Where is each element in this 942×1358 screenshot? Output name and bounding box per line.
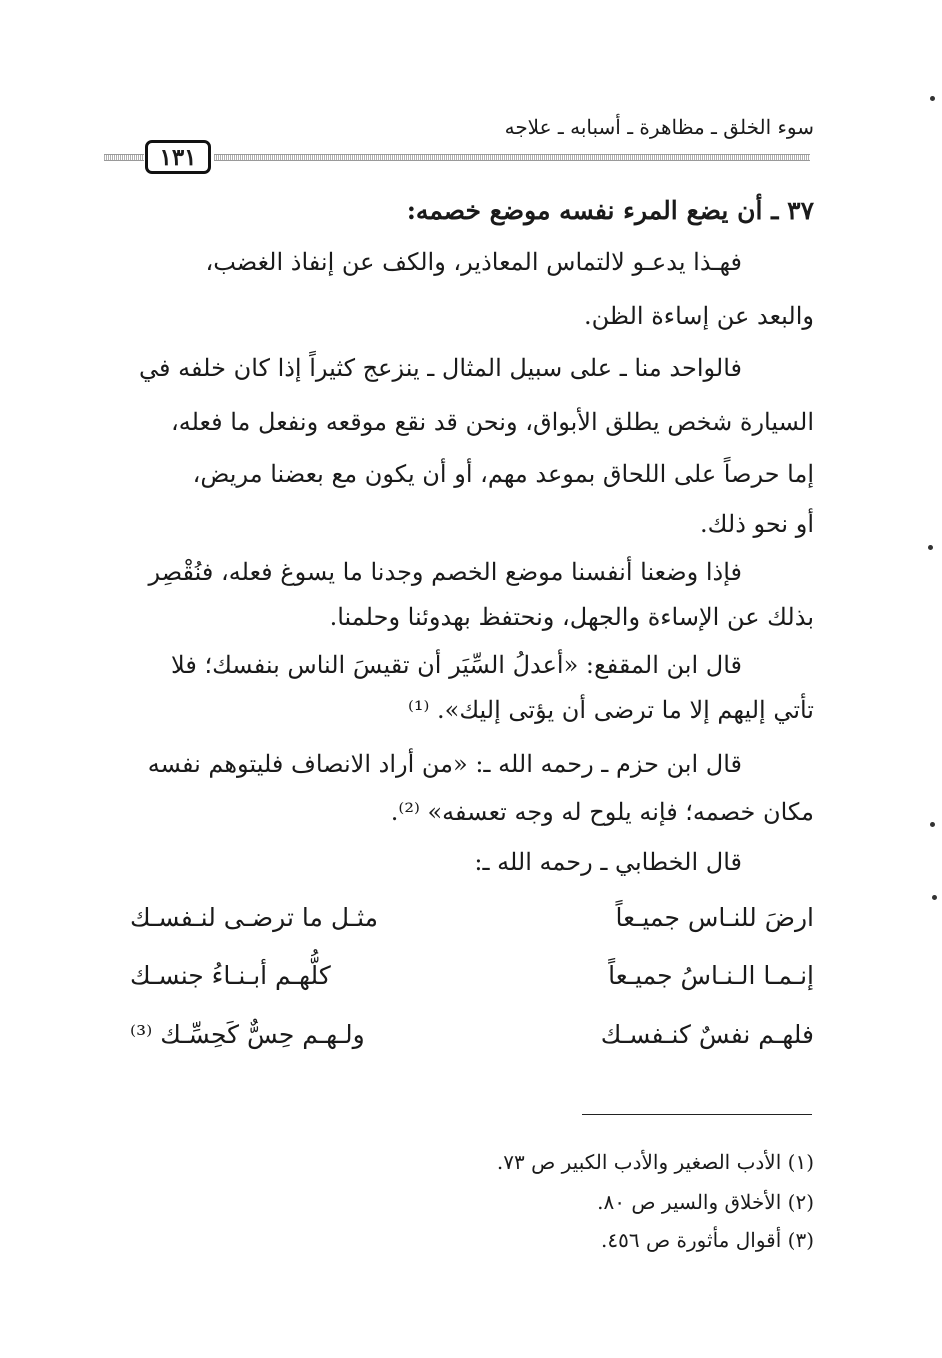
section-heading: ٣٧ ـ أن يضع المرء نفسه موضع خصمه: <box>406 196 814 225</box>
footnote: (١) الأدب الصغير والأدب الكبير ص ٧٣. <box>496 1150 814 1174</box>
header-rule-left <box>104 154 144 161</box>
paragraph-line: السيارة شخص يطلق الأبواق، ونحن قد نقع موقعه ونفعل ما فعله، <box>170 408 814 436</box>
scan-speck <box>930 96 935 101</box>
poem-intro: قال الخطابي ـ رحمه الله ـ: <box>474 848 742 876</box>
poem-hemistich-first: فلهـم نفسٌ كنـفسـك <box>600 1020 814 1049</box>
paragraph-line: فهـذا يدعـو لالتماس المعاذير، والكف عن إنفاذ الغضب، <box>205 248 742 276</box>
footnote: (٢) الأخلاق والسير ص ٨٠. <box>597 1190 814 1214</box>
poem-verse <box>130 961 814 1005</box>
poem-hemistich-second: مثـل ما ترضـى لنـفسـك <box>130 903 379 932</box>
poem-hemistich-first: ارضَ للنـاس جميـعاً <box>615 903 814 932</box>
scan-speck <box>928 545 933 550</box>
paragraph-line: فالواحد منا ـ على سبيل المثال ـ ينزعج كثيراً إذا كان خلفه في <box>139 354 742 382</box>
paragraph-line: إما حرصاً على اللحاق بموعد مهم، أو أن يكون مع بعضنا مريض، <box>192 460 814 488</box>
paragraph-line: بذلك عن الإساءة والجهل، ونحتفظ بهدوئنا وحلمنا. <box>329 603 814 631</box>
header-rule-right <box>214 154 810 161</box>
footnote: (٣) أقوال مأثورة ص ٤٥٦. <box>601 1228 814 1252</box>
poem-verse <box>130 903 814 947</box>
paragraph-line: فإذا وضعنا أنفسنا موضع الخصم وجدنا ما يسوغ فعله، فنُقْصِر <box>148 558 742 586</box>
scan-speck <box>932 895 937 900</box>
page-number-box: ١٣١ <box>145 140 211 174</box>
quote-line: تأتي إليهم إلا ما ترضى أن يؤتى إليك». ⁽¹⁾ <box>407 696 814 724</box>
paragraph-line: أو نحو ذلك. <box>700 510 814 538</box>
poem-hemistich-first: إنـمـا الـنـاسُ جميـعاً <box>608 961 814 990</box>
paragraph-line: والبعد عن إساءة الظن. <box>584 302 814 330</box>
quote-line: مكان خصمه؛ فإنه يلوح له وجه تعسفه» ⁽²⁾. <box>390 798 814 826</box>
quote-line: قال ابن حزم ـ رحمه الله ـ: «من أراد الانصاف فليتوهم نفسه <box>147 750 742 778</box>
poem-hemistich-second: كلُّهـم أبـنـاءُ جنسـك <box>130 961 331 990</box>
poem-verse <box>130 1020 814 1064</box>
poem-hemistich-second: ولـهـم حِسٌّ كَحِسِّـك ⁽³⁾ <box>130 1020 365 1049</box>
scan-speck <box>930 822 935 827</box>
running-header-title: سوء الخلق ـ مظاهرة ـ أسبابه ـ علاجه <box>504 115 814 139</box>
quote-line: قال ابن المقفع: «أعدلُ السِّيَر أن تقيسَ الناس بنفسك؛ فلا <box>171 651 742 679</box>
footnote-separator <box>582 1114 812 1115</box>
